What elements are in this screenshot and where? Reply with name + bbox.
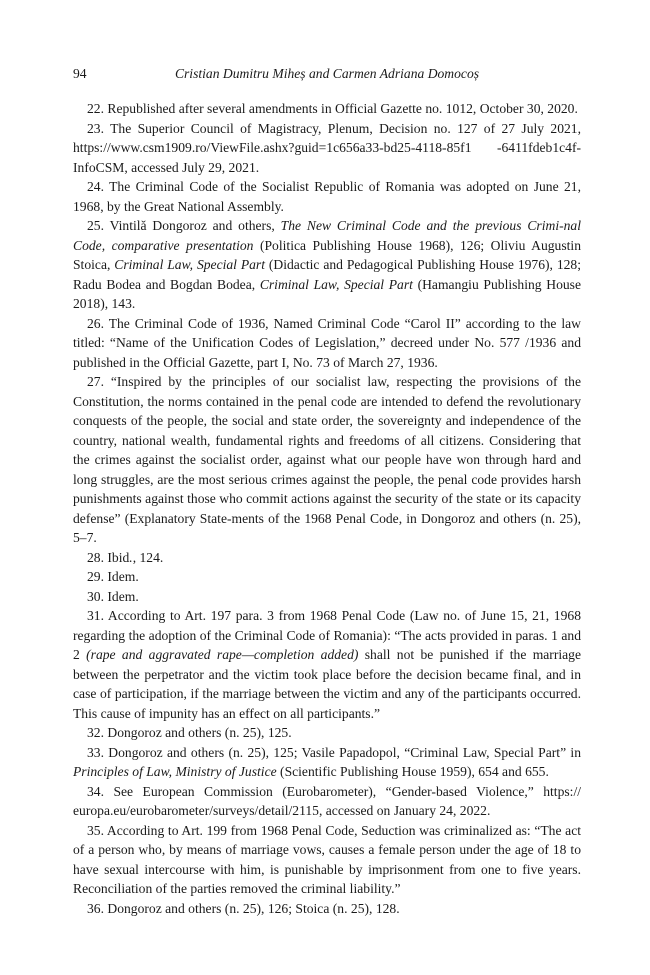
endnote-text: 33. Dongoroz and others (n. 25), 125; Vasile Papadopol, “Criminal Law, Special Part” in — [87, 744, 581, 760]
endnote-text: 36. Dongoroz and others (n. 25), 126; Stoica (n. 25), 128. — [87, 900, 400, 916]
endnote-text: 28. Ibid — [87, 549, 130, 565]
endnote-27 — [73, 372, 581, 548]
endnote-33 — [73, 743, 581, 782]
endnote-italic-text: Principles of Law, Ministry of Justice — [73, 764, 277, 779]
endnote-text: (Hamangiu Publishing House 2018), 143. — [73, 276, 581, 311]
endnote-26 — [73, 314, 581, 373]
endnote-text: 35. According to Art. 199 from 1968 Penal Code, Seduction was criminalized as: “The act of a person who, by means of marriage vows, causes a female person under the age of 18 to have sexual intercourse with him, is punishable by imprisonment from one to five years. Reconciliation of the parties removed the criminal liability.” — [73, 822, 581, 896]
endnote-text: 25. Vintilă Dongoroz and others, — [87, 218, 281, 233]
endnote-28 — [73, 548, 581, 568]
running-head: Cristian Dumitru Miheș and Carmen Adriana Domocoș — [174, 66, 480, 81]
endnote-text: 31. According to Art. 197 para. 3 from 1968 Penal Code (Law no. of June 15, 21, 1968 regarding the adoption of the Criminal Code of Romania): “The acts provided in paras. 1 and 2 — [73, 608, 581, 662]
endnotes-list — [73, 99, 581, 918]
endnote-text: 22. Republished after several amendments in Official Gazette no. 1012, October 30, 2020. — [87, 101, 578, 116]
endnote-italic-text: . — [129, 549, 133, 565]
endnote-text: 32. Dongoroz and others (n. 25), 125. — [87, 725, 292, 740]
endnote-35 — [73, 821, 581, 899]
endnote-text: 34. See European Commission (Eurobarometer), “Gender-based Violence,” https:// europa.eu/eurobarometer/surveys/detail/2115, accessed on January 24, 2022. — [73, 783, 581, 818]
endnote-italic-text: (rape and aggravated rape—completion added) — [86, 647, 359, 662]
endnote-text: (Didactic and Pedagogical Publishing House 1976), 128; Radu Bodea and Bogdan Bodea, — [73, 257, 581, 292]
endnote-31 — [73, 606, 581, 723]
endnote-italic-text: Criminal Law, Special Part — [114, 257, 265, 272]
endnote-text: 30. Idem. — [87, 588, 139, 604]
endnote-36 — [73, 899, 581, 919]
endnote-30 — [73, 587, 581, 607]
endnote-text: 23. The Superior Council of Magistracy, Plenum, Decision no. 127 of 27 July 2021, https://www.csm1909.ro/ViewFile.ashx?guid=1c656a33-bd25-4118-85f1 -6411fdeb1c4f-InfoCSM, accessed July 29, 2021. — [73, 120, 581, 175]
endnote-text: (Politica Publishing House 1968), 126; Oliviu Augustin Stoica, — [73, 237, 581, 272]
endnote-29 — [73, 567, 581, 587]
endnote-32 — [73, 723, 581, 743]
endnote-text: 24. The Criminal Code of the Socialist Republic of Romania was adopted on June 21, 1968, by the Great National Assembly. — [73, 179, 581, 214]
page-number: 94 — [73, 66, 87, 81]
endnote-23 — [73, 119, 581, 178]
endnote-24 — [73, 177, 581, 216]
endnote-22 — [73, 99, 581, 119]
endnote-italic-text: Criminal Law, Special Part — [259, 276, 413, 292]
endnote-text: 27. “Inspired by the principles of our socialist law, respecting the provisions of the Constitution, the norms contained in the penal code are intended to defend the revolutionary conquests of the people, the social and state order, the sovereignty and independence of the country, national wealth, fundamental rights and freedoms of all citizens. Considering that the crimes against the socialist order, against what our people have won through hard and long struggles, are the most serious crimes against the people, the penal code provides harsh punishments against those who commit actions against the security of the state or its capacity defense” (Explanatory State-ments of the 1968 Penal Code, in Dongoroz and others (n. 25), 5–7. — [73, 374, 581, 545]
endnote-text: 26. The Criminal Code of 1936, Named Criminal Code “Carol II” according to the law titled: “Name of the Unification Codes of Legislation,” decreed under No. 577 /1936 and published in the Official Gazette, part I, No. 73 of March 27, 1936. — [73, 315, 581, 370]
endnote-italic-text: The New Criminal Code and the previous Crimi-nal Code, comparative presentation — [73, 218, 581, 253]
endnote-text: shall not be punished if the marriage between the perpetrator and the victim took place before the decision became final, and in case of participation, if the marriage between the victim and any of the participants occurred. This cause of impunity has an effect on all participants.” — [73, 647, 581, 721]
endnote-34 — [73, 782, 581, 821]
endnote-25 — [73, 216, 581, 314]
endnote-text: (Scientific Publishing House 1959), 654 and 655. — [276, 764, 549, 779]
page-header — [73, 66, 581, 86]
endnote-text: , 124. — [132, 549, 164, 565]
endnote-text: 29. Idem. — [87, 569, 139, 584]
